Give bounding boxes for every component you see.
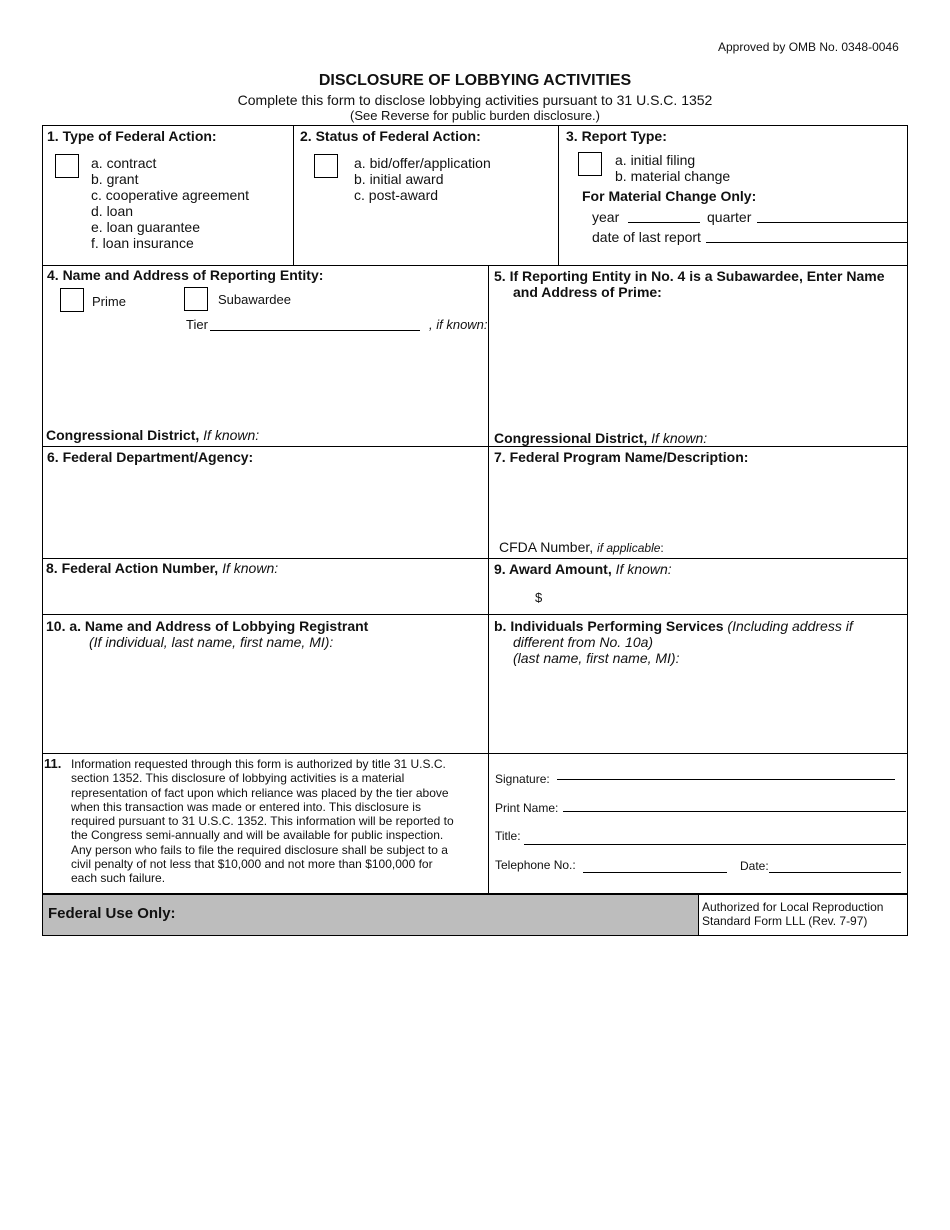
action-number-title: 8. Federal Action Number, [46,560,219,576]
cfda-if-applicable: if applicable [597,541,661,555]
disclosure-line: representation of fact upon which reliance was placed by the tier above [71,785,449,800]
cd-if-known: If known: [651,430,708,446]
tier-if-known: , if known: [429,317,488,332]
cfda-colon: : [660,541,664,555]
cd-label: Congressional District, [46,427,200,443]
reporting-entity-label: 4. Name and Address of Reporting Entity: [47,267,324,283]
disclosure-line: section 1352. This disclosure of lobbying activities is a material [71,771,405,786]
report-type-label: 3. Report Type: [566,128,667,144]
disclosure-line: when this transaction was made or entered into. This disclosure is [71,799,421,814]
year-label: year [592,209,620,225]
section-11-number: 11. [44,756,62,771]
cfda-number [499,539,664,555]
print-name-input[interactable] [563,811,906,812]
date-input[interactable] [769,872,901,873]
signature-input[interactable] [557,779,895,780]
individuals-note: (Including address if [727,618,853,634]
option-grant: b. grant [91,171,139,187]
congressional-district-4 [46,427,259,443]
subawardee-checkbox[interactable] [184,287,208,311]
disclosure-line: civil penalty of not less that $10,000 and not more than $100,000 for [71,857,433,872]
subawardee-label: Subawardee [218,292,291,307]
material-change-label: For Material Change Only: [582,188,757,204]
type-of-action-checkbox[interactable] [55,154,79,178]
quarter-label: quarter [707,209,752,225]
option-loan-guarantee: e. loan guarantee [91,219,200,235]
status-of-action-options [354,155,491,203]
tier-label: Tier [186,317,208,332]
form-subtitle: Complete this form to disclose lobbying activities pursuant to 31 U.S.C. 1352 [237,92,713,108]
cd-label: Congressional District, [494,430,648,446]
title-input[interactable] [524,844,906,845]
option-material-change: b. material change [615,168,731,184]
individuals-title: b. Individuals Performing Services [494,618,724,634]
cfda-label: CFDA Number, [499,539,594,555]
federal-agency-label: 6. Federal Department/Agency: [47,449,254,465]
option-loan: d. loan [91,203,134,219]
action-number-if-known: If known: [222,560,279,576]
option-contract: a. contract [91,155,157,171]
prime-entity-label-line2: and Address of Prime: [513,284,662,300]
prime-checkbox[interactable] [60,288,84,312]
status-of-action-label: 2. Status of Federal Action: [300,128,481,144]
individuals-line2: different from No. 10a) [513,634,654,650]
print-name-label: Print Name: [495,801,559,815]
date-last-report-label: date of last report [592,229,701,245]
date-last-report-input[interactable] [706,242,907,243]
status-of-action-checkbox[interactable] [314,154,338,178]
federal-use-only-label: Federal Use Only: [48,905,176,922]
burden-note: (See Reverse for public burden disclosure.) [349,108,600,123]
lobbying-registrant-sub: (If individual, last name, first name, MI): [89,634,334,650]
action-number-label [46,560,278,576]
form-title: DISCLOSURE OF LOBBYING ACTIVITIES [318,72,632,89]
disclosure-statement [71,757,454,886]
type-of-action-options [91,155,249,251]
option-bid-offer-application: a. bid/offer/application [354,155,491,171]
option-initial-filing: a. initial filing [615,152,696,168]
report-type-options [615,152,730,184]
option-loan-insurance: f. loan insurance [91,235,194,251]
omb-number: Approved by OMB No. 0348-0046 [718,40,899,54]
option-post-award: c. post-award [354,187,439,203]
telephone-label: Telephone No.: [495,858,576,872]
option-initial-award: b. initial award [354,171,444,187]
dollar-sign: $ [535,590,543,605]
tier-input[interactable] [210,330,420,331]
disclosure-line: each such failure. [71,871,166,886]
prime-entity-label: 5. If Reporting Entity in No. 4 is a Subawardee, Enter Name [494,268,885,284]
type-of-action-label: 1. Type of Federal Action: [47,128,217,144]
option-cooperative-agreement: c. cooperative agreement [91,187,249,203]
local-reproduction-note: Authorized for Local Reproduction [702,900,884,914]
standard-form-number: Standard Form LLL (Rev. 7-97) [702,914,868,928]
disclosure-line: Any person who fails to file the required disclosure shall be subject to a [71,842,448,857]
year-input[interactable] [628,222,700,223]
congressional-district-5 [494,430,707,446]
prime-label: Prime [92,294,126,309]
disclosure-line: the Congress semi-annually and will be available for public inspection. [71,828,444,843]
award-amount-if-known: If known: [615,561,672,577]
award-amount-label [494,561,672,577]
telephone-input[interactable] [583,872,727,873]
quarter-input[interactable] [757,222,907,223]
report-type-checkbox[interactable] [578,152,602,176]
award-amount-title: 9. Award Amount, [494,561,612,577]
title-label: Title: [495,829,521,843]
individuals-line3: (last name, first name, MI): [513,650,680,666]
date-label: Date: [740,859,769,873]
cd-if-known: If known: [203,427,260,443]
signature-label: Signature: [495,772,550,786]
disclosure-line: Information requested through this form is authorized by title 31 U.S.C. [71,757,446,771]
program-name-label: 7. Federal Program Name/Description: [494,449,749,465]
disclosure-line: required pursuant to 31 U.S.C. 1352. This information will be reported to [71,814,454,829]
individuals-performing-label [494,618,853,634]
lobbying-registrant-label: 10. a. Name and Address of Lobbying Registrant [46,618,369,634]
